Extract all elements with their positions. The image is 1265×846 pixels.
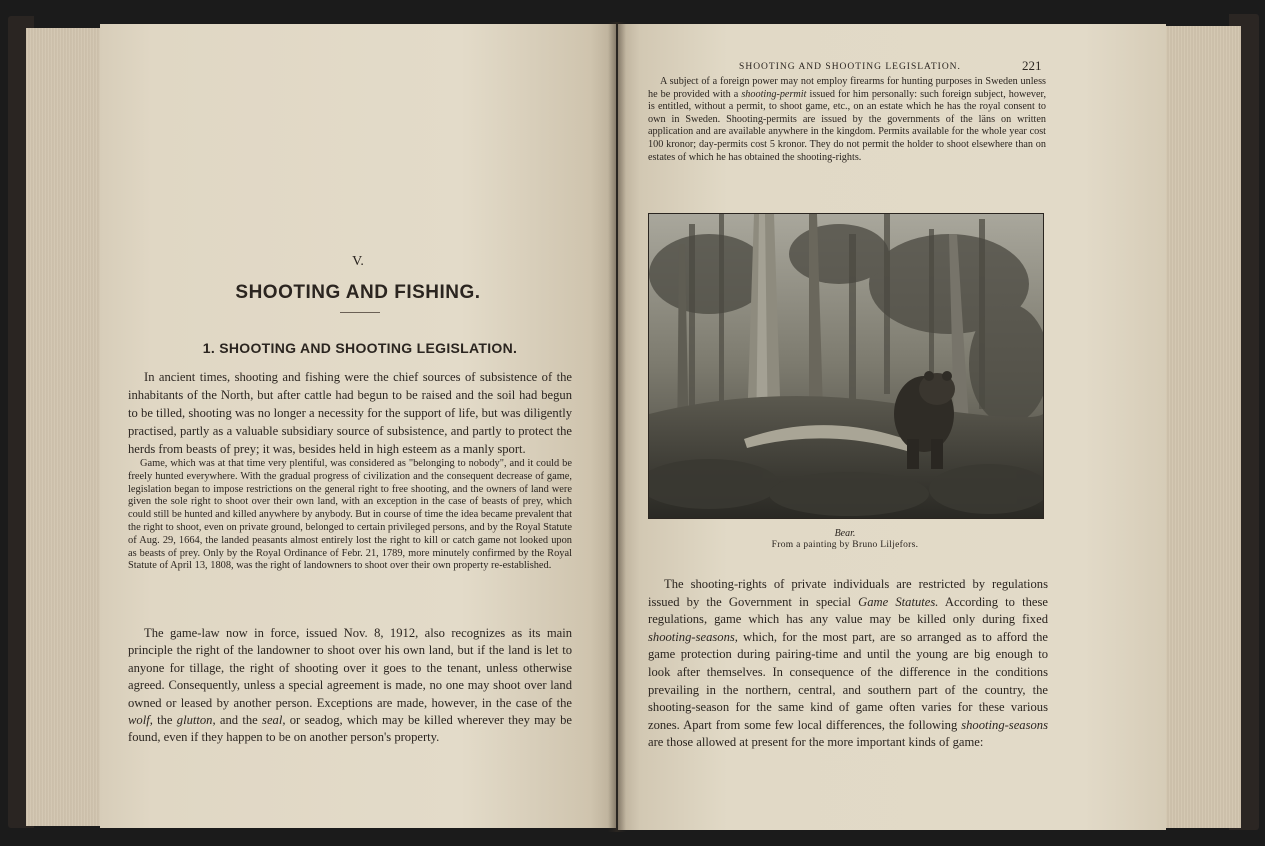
term-shooting-seasons-1: shooting-seasons, — [648, 629, 738, 644]
page-edges-right — [1165, 26, 1241, 828]
figure-caption-credit: From a painting by Bruno Liljefors. — [771, 540, 919, 550]
paragraph-5 — [648, 576, 1048, 752]
bear-painting-image — [649, 214, 1043, 518]
term-wolf: wolf, — [128, 713, 153, 728]
term-shooting-permit: shooting-permit — [741, 88, 807, 100]
paragraph-3-text-b: the — [152, 713, 177, 728]
paragraph-4-text-b: issued for him personally: such foreign subject, however, is entitled, without a permit, to shoot game, etc., on an estate which he has the royal consent to own in Sweden. Shooting-permits are issued by the governments of the läns on written application and are available anywhere in the kingdom. Permits available for the whole year cost 100 kronor; day-permits cost 5 kronor. They do not permit the holder to shoot elsewhere than on estates of which he has obtained the shooting-rights. — [648, 88, 1047, 163]
page-edges-left — [26, 28, 106, 826]
paragraph-3-text-a: The game-law now in force, issued Nov. 8, 1912, also recognizes as its main principle the right of the landowner to shoot over his own land, but if the land is let to anyone for tillage, the right of shooting over it goes to the tenant, unless otherwise agreed. Consequently, unless a special agreement is made, no one may shoot over land owned or leased by another person. Exceptions are made, however, in the case of the — [128, 626, 572, 710]
term-glutton: glutton, — [176, 713, 216, 728]
term-seal: seal, — [262, 713, 286, 728]
term-game-statutes: Game Statutes. — [858, 594, 939, 609]
paragraph-2: Game, which was at that time very plentiful, was considered as "belonging to nobody", and it could be freely hunted everywhere. With the gradual progress of civilization and the consequent decrease of game, legislation began to impose restrictions on the general right to free shooting, and the owners of land were given the sole right to shoot over their own land, with an exception in the case of beasts of prey, which could still be hunted and killed anywhere by anybody. But in course of time the idea became prevalent that the right to shoot, even on private ground, belonged to certain privileged persons, and by the Royal Statute of Aug. 29, 1664, the landed peasants almost entirely lost the right to kill or catch game not looked upon as beasts of prey. Only by the Royal Ordinance of Febr. 21, 1789, more minutely confirmed by the Royal Statute of April 13, 1808, was the right of landowners to shoot over their own property re-established. — [128, 458, 572, 572]
chapter-number: V. — [352, 254, 364, 269]
chapter-title: SHOOTING AND FISHING. — [235, 282, 481, 303]
term-shooting-seasons-2: shooting-seasons — [961, 717, 1048, 732]
paragraph-5-text-b: According to these regulations, game which has any value may be killed only during fixed — [648, 594, 1048, 627]
paragraph-1: In ancient times, shooting and fishing were the chief sources of subsistence of the inhabitants of the North, but after cattle had begun to be raised and the soil had begun to be tilled, shooting was no longer a necessity for the support of life, but was diligently practised, partly as a valuable subsidiary source of subsistence, and partly to protect the herds from beasts of prey; it was, besides held in high esteem as a manly sport. — [128, 370, 572, 456]
paragraph-5-text-a: The shooting-rights of private individuals are restricted by regulations issued by the Government in special — [648, 577, 1048, 609]
bear-painting-figure — [648, 213, 1044, 519]
paragraph-3-text-c: and the — [215, 713, 263, 728]
figure-caption-title: Bear. — [834, 528, 856, 539]
book-gutter — [608, 22, 626, 832]
paragraph-4-text-a: A subject of a foreign power may not employ firearms for hunting purposes in Sweden unless he be provided with a — [648, 76, 1046, 100]
paragraph-4 — [648, 76, 1046, 164]
paragraph-5-text-c: which, for the most part, are so arranged as to afford the game protection during pairing-time and until the young are big enough to look after themselves. In consequence of the difference in the conditions prevailing in the northern, central, and southern part of the country, the shooting-season for the same kind of game often varies for these various zones. Apart from some few local differences, the following — [648, 629, 1048, 732]
paragraph-5-text-d: are those allowed at present for the more important kinds of game: — [648, 735, 984, 750]
page-number: 221 — [1022, 58, 1042, 73]
title-rule — [340, 312, 380, 313]
running-head: SHOOTING AND SHOOTING LEGISLATION. — [739, 62, 961, 72]
paragraph-3-text-d: or seadog, which may be killed wherever they may be found, even if they happen to be on another person's property. — [128, 713, 573, 745]
paragraph-3 — [128, 625, 572, 747]
section-title: 1. SHOOTING AND SHOOTING LEGISLATION. — [202, 340, 518, 356]
